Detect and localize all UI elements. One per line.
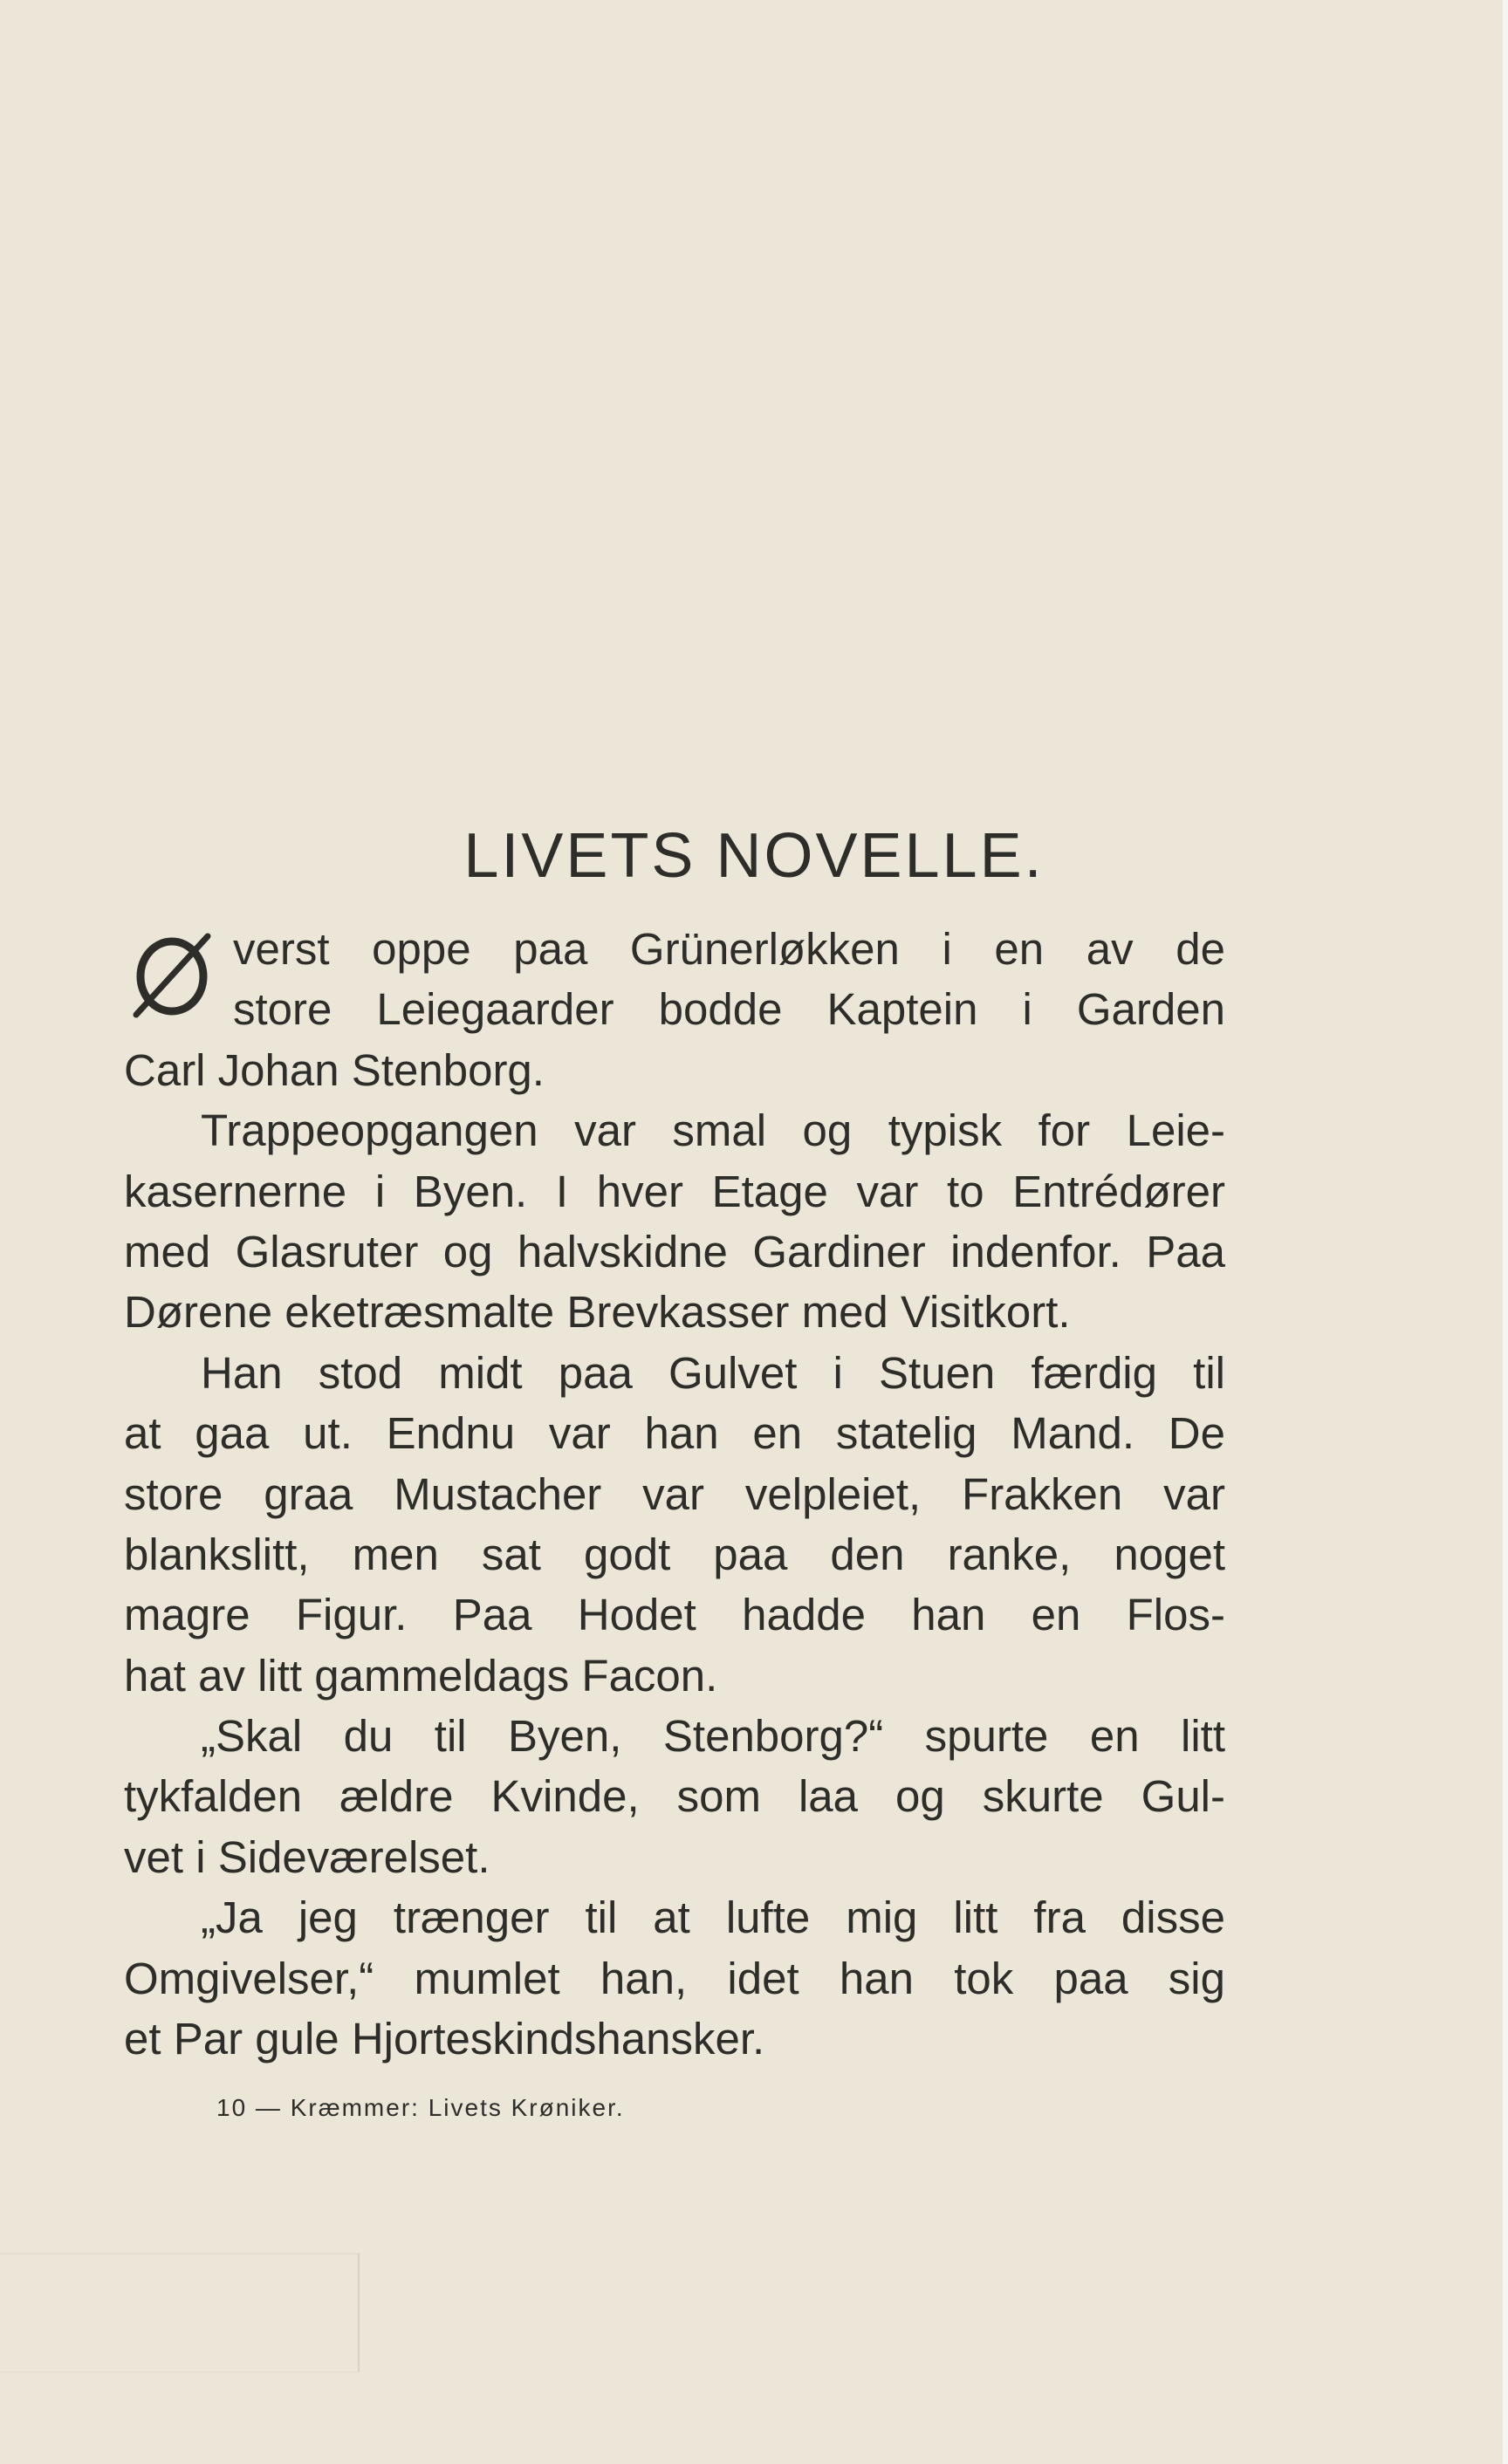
text-line: Carl Johan Stenborg.: [124, 1044, 545, 1095]
text-line: „Ja jeg trænger til at lufte mig litt fra disse: [201, 1892, 1225, 1943]
text-line: verst oppe paa Grünerløkken i en av de: [233, 924, 1225, 974]
text-line: at gaa ut. Endnu var han en statelig Mand. De: [124, 1408, 1225, 1459]
text-line: Trappeopgangen var smal og typisk for Leie-: [201, 1105, 1225, 1156]
text-line: blankslitt, men sat godt paa den ranke, noget: [124, 1529, 1225, 1579]
chapter-title: LIVETS NOVELLE.: [463, 821, 1045, 891]
drop-cap-o-slash: [124, 927, 220, 1023]
body-text: [124, 919, 1225, 2069]
text-line: store graa Mustacher var velpleiet, Frakken var: [124, 1468, 1225, 1519]
text-line: hat av litt gammeldags Facon.: [124, 1650, 718, 1701]
signature-footer: 10 — Kræmmer: Livets Krøniker.: [216, 2094, 625, 2121]
text-line: store Leiegaarder bodde Kaptein i Garden: [233, 984, 1225, 1035]
text-line: Omgivelser,“ mumlet han, idet han tok paa sig: [124, 1953, 1225, 2003]
text-line: kasernerne i Byen. I hver Etage var to Entrédører: [124, 1166, 1225, 1216]
text-line: med Glasruter og halvskidne Gardiner indenfor. Paa: [124, 1226, 1225, 1276]
text-line: magre Figur. Paa Hodet hadde han en Flos-: [124, 1590, 1225, 1640]
text-line: tykfalden ældre Kvinde, som laa og skurte Gul-: [124, 1771, 1225, 1822]
page-edge: [1503, 0, 1508, 2464]
text-line: „Skal du til Byen, Stenborg?“ spurte en litt: [201, 1711, 1225, 1762]
text-line: vet i Sideværelset.: [124, 1831, 490, 1882]
paper-stain: [0, 2253, 360, 2372]
text-line: et Par gule Hjorteskindshansker.: [124, 2014, 765, 2064]
text-line: Dørene eketræsmalte Brevkasser med Visitkort.: [124, 1287, 1071, 1338]
text-line: Han stod midt paa Gulvet i Stuen færdig til: [201, 1347, 1225, 1398]
